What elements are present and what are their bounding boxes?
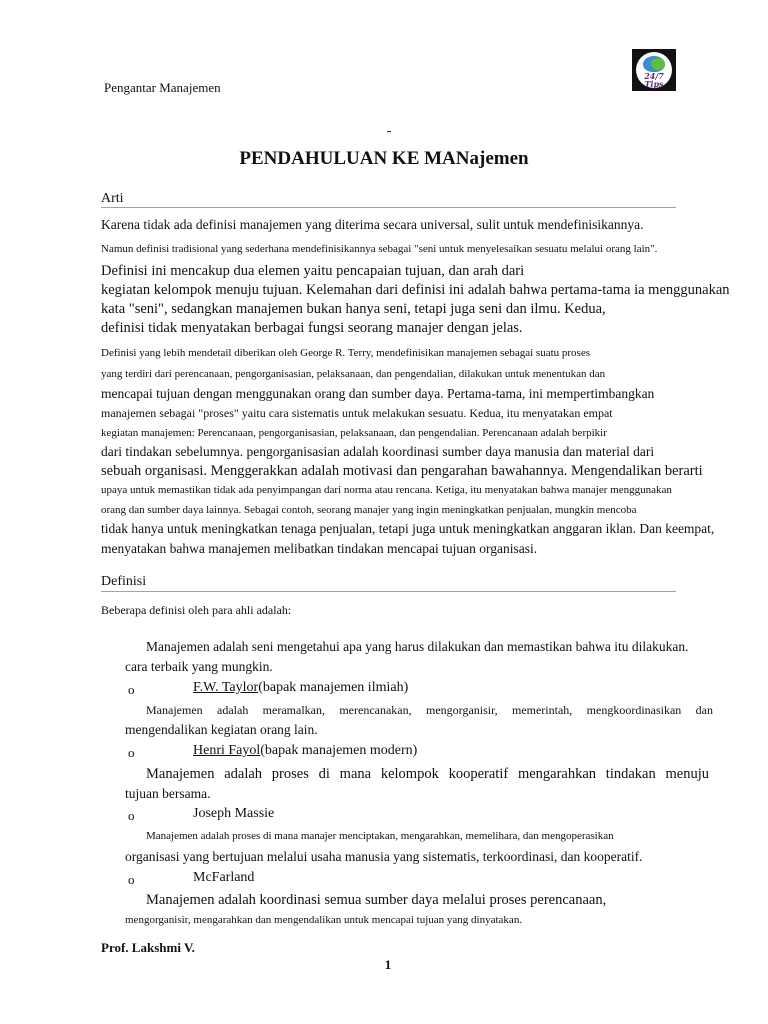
page-title: PENDAHULUAN KE MANajemen bbox=[239, 148, 529, 169]
paragraph-line: kata "seni", sedangkan manajemen bukan hanya seni, tetapi juga seni dan ilmu. Kedua, bbox=[101, 301, 606, 317]
definition-text: organisasi yang bertujuan melalui usaha manusia yang sistematis, terkoordinasi, dan kooperatif. bbox=[125, 849, 643, 864]
paragraph-line: Namun definisi tradisional yang sederhana mendefinisikannya sebagai "seni untuk menyelesaikan sesuatu melalui orang lain". bbox=[101, 243, 658, 255]
definition-author bbox=[193, 806, 274, 822]
logo bbox=[632, 49, 676, 91]
author-name: Joseph Massie bbox=[193, 806, 275, 821]
definisi-intro: Beberapa definisi oleh para ahli adalah: bbox=[101, 603, 292, 617]
sub-bullet-icon: o bbox=[128, 682, 135, 697]
definition-author bbox=[193, 870, 254, 886]
paragraph-line: Karena tidak ada definisi manajemen yang diterima secara universal, sulit untuk mendefinisikannya. bbox=[101, 217, 644, 232]
paragraph-line: manajemen sebagai "proses" yaitu cara sistematis untuk melakukan sesuatu. Kedua, itu menyatakan empat bbox=[101, 406, 613, 420]
definition-text: Manajemen adalah meramalkan, merencanakan, mengorganisir, memerintah, mengkoordinasikan dan bbox=[146, 703, 713, 717]
sub-bullet-icon: o bbox=[128, 745, 135, 760]
paragraph-line: definisi tidak menyatakan berbagai fungsi seorang manajer dengan jelas. bbox=[101, 320, 523, 336]
paragraph-line: sebuah organisasi. Menggerakkan adalah motivasi dan pengarahan bawahannya. Mengendalikan berarti bbox=[101, 463, 703, 479]
logo-circle bbox=[636, 52, 672, 88]
paragraph-line: menyatakan bahwa manajemen melibatkan tindakan mencapai tujuan organisasi. bbox=[101, 541, 538, 556]
section-heading-definisi: Definisi bbox=[101, 574, 147, 589]
paragraph-line: kegiatan kelompok menuju tujuan. Kelemahan dari definisi ini adalah bahwa pertama-tama ia menggunakan bbox=[101, 282, 730, 298]
definition-text: tujuan bersama. bbox=[125, 786, 211, 801]
footer-author: Prof. Lakshmi V. bbox=[101, 940, 195, 955]
section-heading-arti: Arti bbox=[101, 191, 124, 206]
paragraph-line: Definisi ini mencakup dua elemen yaitu pencapaian tujuan, dan arah dari bbox=[101, 263, 525, 279]
sub-bullet-icon: o bbox=[128, 872, 135, 887]
logo-text: 24/7 Tips bbox=[644, 71, 664, 89]
definition-author bbox=[193, 743, 417, 759]
paragraph-line: mencapai tujuan dengan menggunakan orang dan sumber daya. Pertama-tama, ini mempertimbangkan bbox=[101, 386, 655, 401]
author-name: Henri Fayol bbox=[193, 743, 261, 758]
definition-text: Manajemen adalah koordinasi semua sumber daya melalui proses perencanaan, bbox=[146, 892, 607, 908]
decorative-mark bbox=[387, 131, 391, 132]
author-note: (bapak manajemen modern) bbox=[260, 743, 418, 758]
paragraph-line: dari tindakan sebelumnya. pengorganisasian adalah koordinasi sumber daya manusia dan material dari bbox=[101, 444, 655, 459]
author-name: F.W. Taylor bbox=[193, 680, 259, 695]
author-note: (bapak manajemen ilmiah) bbox=[258, 680, 409, 695]
definition-text: cara terbaik yang mungkin. bbox=[125, 659, 273, 674]
paragraph-line: upaya untuk memastikan tidak ada penyimpangan dari norma atau rencana. Ketiga, itu menyatakan bahwa manajer menggunakan bbox=[101, 484, 672, 496]
definition-author bbox=[193, 680, 408, 696]
paragraph-line: Definisi yang lebih mendetail diberikan oleh George R. Terry, mendefinisikan manajemen sebagai suatu proses bbox=[101, 347, 590, 359]
author-name: McFarland bbox=[193, 870, 255, 885]
definition-text: Manajemen adalah seni mengetahui apa yang harus dilakukan dan memastikan bahwa itu dilakukan. bbox=[146, 639, 689, 654]
header-title: Pengantar Manajemen bbox=[104, 80, 221, 95]
definition-text: Manajemen adalah proses di mana kelompok kooperatif mengarahkan tindakan menuju bbox=[146, 766, 709, 782]
section-divider bbox=[101, 591, 676, 592]
paragraph-line: yang terdiri dari perencanaan, pengorganisasian, pelaksanaan, dan pengendalian, dilakukan untuk menentukan dan bbox=[101, 368, 606, 380]
paragraph-line: orang dan sumber daya lainnya. Sebagai contoh, seorang manajer yang ingin meningkatkan penjualan, mungkin mencoba bbox=[101, 504, 637, 516]
brain-highlight-icon bbox=[651, 58, 665, 70]
sub-bullet-icon: o bbox=[128, 808, 135, 823]
section-divider bbox=[101, 207, 676, 208]
paragraph-line: kegiatan manajemen: Perencanaan, pengorganisasian, pelaksanaan, dan pengendalian. Perencanaan adalah berpikir bbox=[101, 427, 607, 439]
definition-text: Manajemen adalah proses di mana manajer menciptakan, mengarahkan, memelihara, dan mengoperasikan bbox=[146, 830, 614, 842]
definition-text: mengendalikan kegiatan orang lain. bbox=[125, 722, 318, 737]
paragraph-line: tidak hanya untuk meningkatkan tenaga penjualan, tetapi juga untuk meningkatkan anggaran iklan. Dan keempat, bbox=[101, 521, 715, 536]
page-number: 1 bbox=[384, 957, 392, 972]
definition-text: mengorganisir, mengarahkan dan mengendalikan untuk mencapai tujuan yang dinyatakan. bbox=[125, 914, 523, 926]
